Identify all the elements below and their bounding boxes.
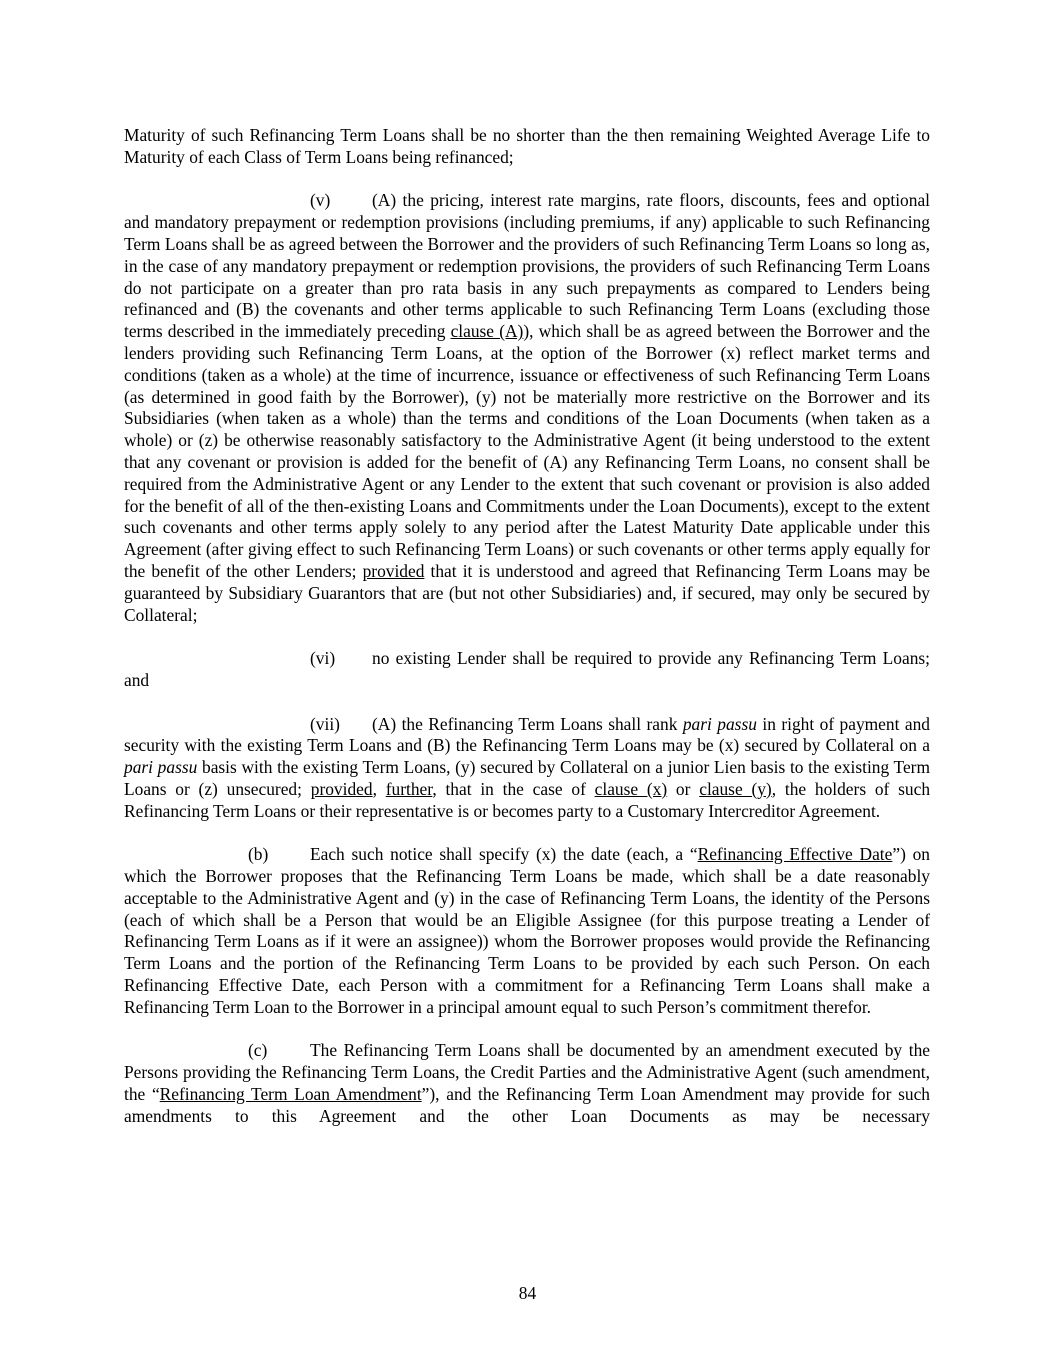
defined-term: further xyxy=(385,778,433,799)
paragraph-continued xyxy=(124,125,930,169)
defined-term: Refinancing Term Loan Amendment xyxy=(159,1084,422,1105)
cross-reference: clause (A) xyxy=(450,321,524,342)
clause-number: (v) xyxy=(310,190,331,211)
clause-number: (c) xyxy=(248,1040,268,1061)
clause-c: (c) The Refinancing Term Loans shall be documented by an amendment executed by the Persons providing the Refinancing Term Loans, the Credit Parties and the Administrative Agent (such amendment, the “Refinancing Term Loan Amendment”), and the Refinancing Term Loan Amendment may provide for such amendments to this Agreement and the other Loan Documents as may be necessary xyxy=(124,1040,930,1126)
cross-reference: clause (x) xyxy=(594,778,668,799)
paragraph-text: Maturity of such Refinancing Term Loans shall be no shorter than the then remaining Weighted Average Life to Maturity of each Class of Term Loans being refinanced; xyxy=(124,125,930,167)
defined-term: provided xyxy=(362,560,425,581)
italic-term: pari passu xyxy=(124,757,198,778)
clause-number: (b) xyxy=(248,844,269,865)
defined-term: provided xyxy=(310,778,373,799)
clause-v: (v) (A) the pricing, interest rate margins, rate floors, discounts, fees and optional and mandatory prepayment or redemption provisions (including premiums, if any) applicable to such Refinancing Term Loans shall be as agreed between the Borrower and the providers of such Refinancing Term Loans so long as, in the case of any mandatory prepayment or redemption provisions, the providers of such Refinancing Term Loans do not participate on a greater than pro rata basis in any such prepayments as compared to Lenders being refinanced and (B) the covenants and other terms applicable to such Refinancing Term Loans (excluding those terms described in the immediately preceding clause (A)), which shall be as agreed between the Borrower and the lenders providing such Refinancing Term Loans, at the option of the Borrower (x) reflect market terms and conditions (taken as a whole) at the time of incurrence, issuance or effectiveness of such Refinancing Term Loans (as determined in good faith by the Borrower), (y) not be materially more restrictive on the Borrower and its Subsidiaries (when taken as a whole) than the terms and conditions of the Loan Documents (when taken as a whole) or (z) be otherwise reasonably satisfactory to the Administrative Agent (it being understood to the extent that any covenant or provision is added for the benefit of (A) any Refinancing Term Loans, no consent shall be required from the Administrative Agent or any Lender to the extent that such covenant or provision is also added for the benefit of all of the then-existing Loans and Commitments under the Loan Documents), except to the extent such covenants and other terms apply solely to any period after the Latest Maturity Date applicable under this Agreement (after giving effect to such Refinancing Term Loans) or such covenants or other terms apply equally for the benefit of the other Lenders; provided that it is understood and agreed that Refinancing Term Loans may be guaranteed by Subsidiary Guarantors that are (but not other Subsidiaries) and, if secured, may only be secured by Collateral; xyxy=(124,190,931,625)
page-number: 84 xyxy=(518,1283,537,1303)
defined-term: Refinancing Effective Date xyxy=(697,844,893,865)
italic-term: pari passu xyxy=(682,713,757,734)
document-body xyxy=(124,125,930,1128)
clause-vi: (vi) no existing Lender shall be required to provide any Refinancing Term Loans; and xyxy=(124,648,930,690)
clause-number: (vi) xyxy=(310,648,336,669)
clause-b: (b) Each such notice shall specify (x) the date (each, a “Refinancing Effective Date”) on which the Borrower proposes that the Refinancing Term Loans be made, which shall be a date reasonably acceptable to the Administrative Agent and (y) in the case of Refinancing Term Loans, the identity of the Persons (each of which shall be a Person that would be an Eligible Assignee (for this purpose treating a Lender of Refinancing Term Loans as if it were an assignee)) whom the Borrower proposes would provide the Refinancing Term Loans and the portion of the Refinancing Term Loans to be provided by each such Person. On each Refinancing Effective Date, each Person with a commitment for a Refinancing Term Loans shall make a Refinancing Term Loan to the Borrower in a principal amount equal to such Person’s commitment therefor. xyxy=(124,844,930,1017)
cross-reference: clause (y) xyxy=(699,778,772,799)
clause-vii: (vii) (A) the Refinancing Term Loans shall rank pari passu in right of payment and security with the existing Term Loans and (B) the Refinancing Term Loans may be (x) secured by Collateral on a pari passu basis with the existing Term Loans, (y) secured by Collateral on a junior Lien basis to the existing Term Loans or (z) unsecured; provided, further, that in the case of clause (x) or clause (y), the holders of such Refinancing Term Loans or their representative is or becomes party to a Customary Intercreditor Agreement. xyxy=(124,713,931,821)
clause-number: (vii) xyxy=(310,713,340,734)
